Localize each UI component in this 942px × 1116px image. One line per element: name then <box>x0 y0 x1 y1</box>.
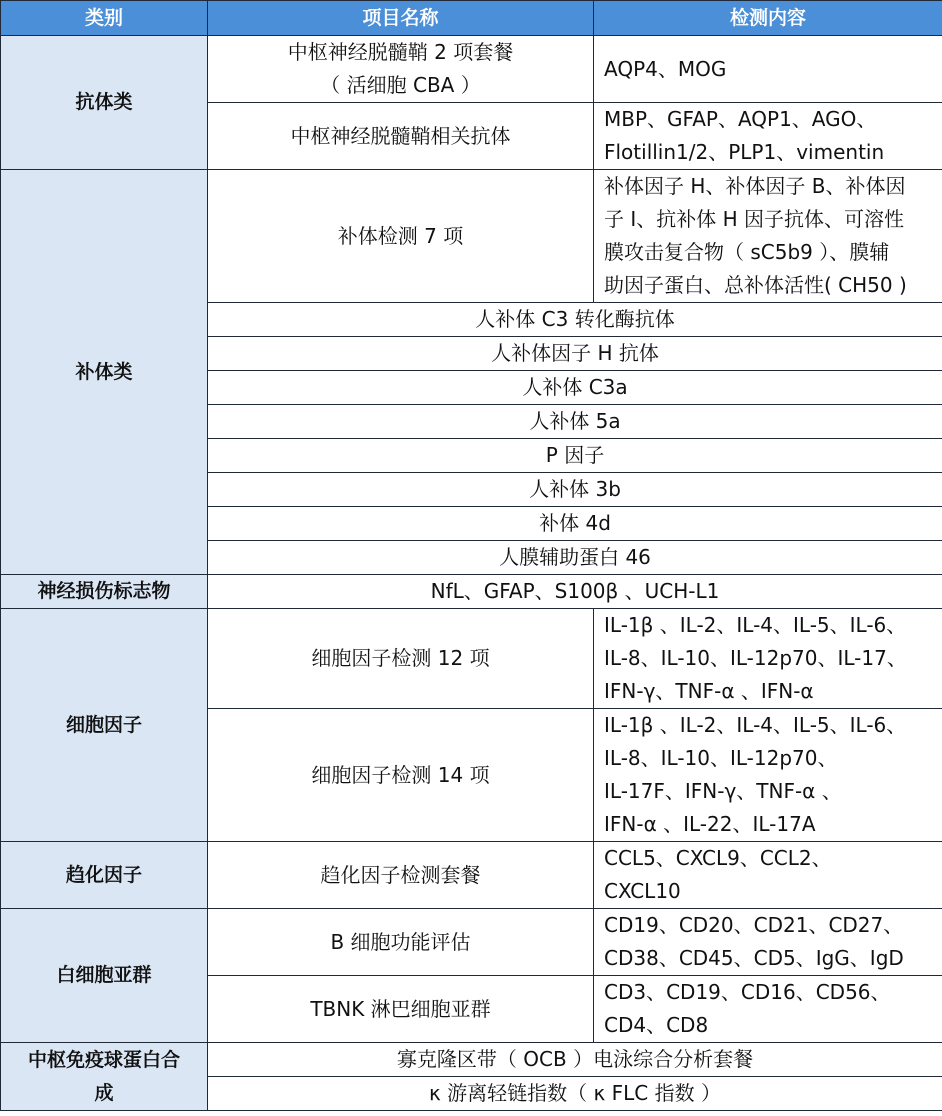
content-line: Flotillin1/2、PLP1、vimentin <box>604 140 885 164</box>
category-cell: 补体类 <box>1 170 208 575</box>
content-line: 膜攻击复合物（ sC5b9 ）、膜辅 <box>604 240 890 264</box>
header-category: 类别 <box>1 1 208 36</box>
merged-item-cell: 人膜辅助蛋白 46 <box>208 541 942 575</box>
merged-item-cell: NfL、GFAP、S100β 、UCH-L1 <box>208 575 942 609</box>
content-line: IL-1β 、IL-2、IL-4、IL-5、IL-6、 <box>604 613 907 637</box>
content-line: CD4、CD8 <box>604 1013 709 1037</box>
project-name-cell: 补体检测 7 项 <box>208 170 594 303</box>
content-line: IFN-α 、IL-22、IL-17A <box>604 812 816 836</box>
table-row <box>1 36 942 103</box>
merged-item-cell: P 因子 <box>208 439 942 473</box>
test-content-cell <box>594 609 942 709</box>
header-row <box>1 1 942 36</box>
merged-item-cell: 补体 4d <box>208 507 942 541</box>
table-row <box>1 842 942 909</box>
merged-item-cell: κ 游离轻链指数（ κ FLC 指数 ） <box>208 1077 942 1111</box>
project-name-line: 中枢神经脱髓鞘 2 项套餐 <box>287 40 514 64</box>
table-row <box>1 609 942 709</box>
content-line: IL-1β 、IL-2、IL-4、IL-5、IL-6、 <box>604 713 907 737</box>
content-line: 补体因子 H、补体因子 B、补体因 <box>604 174 906 198</box>
content-line: CD38、CD45、CD5、IgG、IgD <box>604 946 904 970</box>
test-content-cell: AQP4、MOG <box>594 36 942 103</box>
project-name-cell <box>208 36 594 103</box>
project-name-line: （ 活细胞 CBA ） <box>320 73 481 97</box>
header-test-content: 检测内容 <box>594 1 942 36</box>
table-row <box>1 575 942 609</box>
table-row <box>1 170 942 303</box>
test-content-cell <box>594 709 942 842</box>
merged-item-cell: 人补体 C3 转化酶抗体 <box>208 303 942 337</box>
content-line: 子 I、抗补体 H 因子抗体、可溶性 <box>604 207 905 231</box>
test-content-cell <box>594 103 942 170</box>
category-cell: 抗体类 <box>1 36 208 170</box>
merged-item-cell: 人补体 5a <box>208 405 942 439</box>
project-name-cell: 中枢神经脱髓鞘相关抗体 <box>208 103 594 170</box>
test-content-cell <box>594 170 942 303</box>
category-cell: 神经损伤标志物 <box>1 575 208 609</box>
content-line: IL-8、IL-10、IL-12p70、IL-17、 <box>604 646 907 670</box>
project-name-cell: TBNK 淋巴细胞亚群 <box>208 976 594 1043</box>
merged-item-cell: 人补体 C3a <box>208 371 942 405</box>
test-content-cell <box>594 842 942 909</box>
content-line: CD3、CD19、CD16、CD56、 <box>604 980 891 1004</box>
test-content-cell <box>594 909 942 976</box>
project-name-cell: 细胞因子检测 12 项 <box>208 609 594 709</box>
project-name-cell: 趋化因子检测套餐 <box>208 842 594 909</box>
category-cell: 趋化因子 <box>1 842 208 909</box>
content-line: IFN-γ、TNF-α 、IFN-α <box>604 679 814 703</box>
content-line: IL-17F、IFN-γ、TNF-α 、 <box>604 779 842 803</box>
category-cell: 中枢免疫球蛋白合成 <box>1 1043 208 1111</box>
merged-item-cell: 寡克隆区带（ OCB ）电泳综合分析套餐 <box>208 1043 942 1077</box>
project-name-cell: B 细胞功能评估 <box>208 909 594 976</box>
project-name-cell: 细胞因子检测 14 项 <box>208 709 594 842</box>
header-project-name: 项目名称 <box>208 1 594 36</box>
content-line: CXCL10 <box>604 879 681 903</box>
content-line: 助因子蛋白、总补体活性( CH50 ) <box>604 273 907 297</box>
category-cell: 细胞因子 <box>1 609 208 842</box>
test-content-cell <box>594 976 942 1043</box>
merged-item-cell: 人补体因子 H 抗体 <box>208 337 942 371</box>
content-line: CD19、CD20、CD21、CD27、 <box>604 913 904 937</box>
content-line: CCL5、CXCL9、CCL2、 <box>604 846 832 870</box>
merged-item-cell: 人补体 3b <box>208 473 942 507</box>
category-cell: 白细胞亚群 <box>1 909 208 1043</box>
content-line: IL-8、IL-10、IL-12p70、 <box>604 746 838 770</box>
table-row <box>1 909 942 976</box>
table-row <box>1 1043 942 1077</box>
content-line: MBP、GFAP、AQP1、AGO、 <box>604 107 877 131</box>
